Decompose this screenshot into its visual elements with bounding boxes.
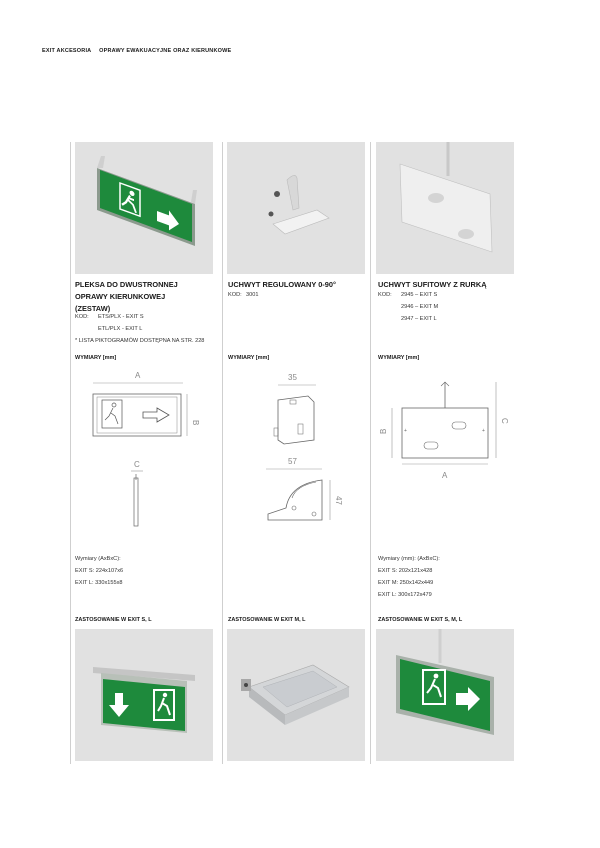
dim-label-a: A bbox=[442, 471, 448, 480]
drawing-plexi bbox=[75, 368, 215, 538]
dims-item: EXIT S: 202x121x428 bbox=[378, 568, 433, 574]
dims-heading: WYMIARY [mm] bbox=[228, 355, 270, 361]
dims-caption: Wymiary (AxBxC): bbox=[75, 556, 121, 562]
dim-label-w2: 57 bbox=[288, 457, 297, 466]
product-photo-plexi bbox=[75, 142, 213, 274]
column-rule bbox=[70, 142, 71, 764]
usage-heading: ZASTOSOWANIE W EXIT S, M, L bbox=[378, 617, 463, 623]
kod-label: KOD: bbox=[75, 314, 89, 320]
dim-label-b: B bbox=[379, 428, 388, 434]
note: * LISTA PIKTOGRAMÓW DOSTĘPNA NA STR. 228 bbox=[75, 338, 205, 344]
dim-label-b: B bbox=[191, 420, 200, 426]
usage-photo-exit-sml bbox=[376, 629, 514, 761]
column-rule bbox=[222, 142, 223, 764]
dims-heading: WYMIARY [mm] bbox=[378, 355, 420, 361]
dims-item: EXIT L: 330x155x8 bbox=[75, 580, 123, 586]
kod-value: ETL/PLX - EXIT L bbox=[98, 326, 143, 332]
dims-caption: Wymiary (mm): (AxBxC): bbox=[378, 556, 440, 562]
drawing-ceiling-mount bbox=[378, 368, 518, 488]
column-rule bbox=[370, 142, 371, 764]
kod-value: 2947 – EXIT L bbox=[401, 316, 437, 322]
usage-heading: ZASTOSOWANIE W EXIT S, L bbox=[75, 617, 152, 623]
dims-item: EXIT L: 300x172x479 bbox=[378, 592, 432, 598]
svg-text:+: + bbox=[482, 428, 485, 434]
dim-label-w1: 35 bbox=[288, 373, 297, 382]
product-photo-ceiling-mount bbox=[376, 142, 514, 274]
kod-label: KOD: bbox=[228, 292, 242, 298]
breadcrumb-category[interactable]: OPRAWY EWAKUACYJNE ORAZ KIERUNKOWE bbox=[99, 48, 232, 54]
dim-label-c: C bbox=[134, 460, 140, 469]
product-title: UCHWYT REGULOWANY 0-90° bbox=[228, 280, 336, 289]
usage-photo-exit-ml bbox=[227, 629, 365, 761]
dim-label-a: A bbox=[135, 371, 141, 380]
kod-value: ETS/PLX - EXIT S bbox=[98, 314, 144, 320]
dims-item: EXIT M: 250x142x449 bbox=[378, 580, 434, 586]
dims-heading: WYMIARY [mm] bbox=[75, 355, 117, 361]
breadcrumb bbox=[42, 48, 237, 54]
svg-text:+: + bbox=[404, 428, 407, 434]
kod-value: 2945 – EXIT S bbox=[401, 292, 438, 298]
dim-label-h: 47 bbox=[334, 496, 343, 505]
kod-value: 2946 – EXIT M bbox=[401, 304, 439, 310]
usage-photo-exit-sl bbox=[75, 629, 213, 761]
dim-label-c: C bbox=[500, 418, 509, 424]
dims-item: EXIT S: 224x107x6 bbox=[75, 568, 124, 574]
kod-value: 3001 bbox=[246, 292, 259, 298]
product-title: PLEKSA DO DWUSTRONNEJ OPRAWY KIERUNKOWEJ (ZESTAW) bbox=[75, 280, 178, 313]
breadcrumb-section[interactable]: EXIT AKCESORIA bbox=[42, 48, 92, 54]
kod-label: KOD: bbox=[378, 292, 392, 298]
usage-heading: ZASTOSOWANIE W EXIT M, L bbox=[228, 617, 306, 623]
product-photo-bracket bbox=[227, 142, 365, 274]
product-title: UCHWYT SUFITOWY Z RURKĄ bbox=[378, 280, 487, 289]
drawing-bracket bbox=[228, 368, 368, 538]
